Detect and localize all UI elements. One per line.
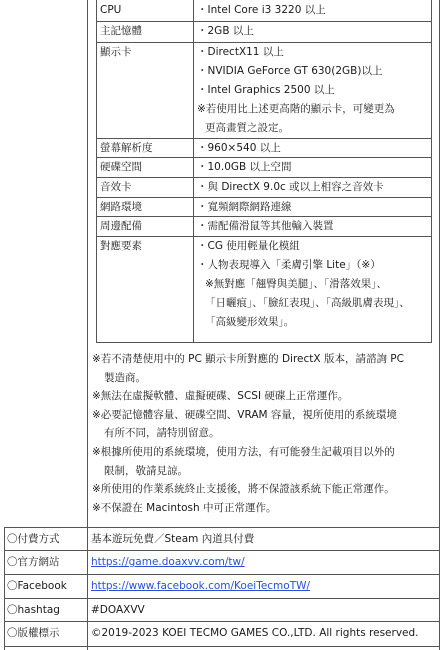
spec-label: 音效卡 <box>100 181 132 193</box>
info-row-divider <box>4 550 440 551</box>
note-line: ※無法在虛擬軟體、虛擬硬碟、SCSI 硬碟上正常運作。 <box>92 390 349 403</box>
spec-row-divider <box>96 236 432 237</box>
spec-value: 更高畫質之設定。 <box>205 122 289 134</box>
note-line: 限制，敬請見諒。 <box>104 464 188 477</box>
spec-value: ・NVIDIA GeForce GT 630(2GB)以上 <box>197 65 383 77</box>
spec-row-divider <box>96 177 432 178</box>
info-column-divider <box>87 527 88 650</box>
spec-value: ・10.0GB 以上空間 <box>197 161 292 173</box>
info-row-divider <box>4 527 440 528</box>
spec-value: ・2GB 以上 <box>197 25 254 37</box>
info-outer-left-border <box>4 527 5 650</box>
info-row-divider <box>4 621 440 622</box>
info-link[interactable]: https://game.doaxvv.com/tw/ <box>91 556 245 568</box>
info-row-divider <box>4 646 440 647</box>
spec-row-divider <box>96 138 432 139</box>
info-value: 基本遊玩免費／Steam 內道具付費 <box>91 533 255 545</box>
spec-row-divider <box>96 342 432 343</box>
note-line: ※所使用的作業系統終止支援後，將不保證該系統下能正常運作。 <box>92 483 395 496</box>
spec-value: ・Intel Graphics 2500 以上 <box>197 84 335 96</box>
info-row-divider <box>4 598 440 599</box>
info-label: 〇hashtag <box>7 604 60 616</box>
note-line: ※若不清楚使用中的 PC 顯示卡所對應的 DirectX 版本，請諮詢 PC <box>92 353 404 365</box>
spec-value: ・CG 使用輕量化模組 <box>197 240 300 252</box>
spec-value: ・寬頻網際網路連線 <box>197 201 292 213</box>
spec-inner-right-border <box>431 0 432 342</box>
note-line: 製造商。 <box>104 371 146 384</box>
spec-label: 主記憶體 <box>100 25 142 37</box>
spec-label: 網路環境 <box>100 201 142 213</box>
spec-row-divider <box>96 21 432 22</box>
spec-row-divider <box>96 42 432 43</box>
info-label: 〇版權標示 <box>7 627 60 639</box>
info-label: 〇付費方式 <box>7 533 60 545</box>
spec-row-divider <box>96 157 432 158</box>
spec-outer-left-border <box>87 0 88 527</box>
spec-row-divider <box>96 197 432 198</box>
note-line: ※根據所使用的系統環境，使用方法，有可能發生記載項目以外的 <box>92 446 395 458</box>
info-label: 〇Facebook <box>7 580 67 592</box>
spec-value: ・與 DirectX 9.0c 或以上相容之音效卡 <box>197 181 384 193</box>
info-value: ©2019-2023 KOEI TECMO GAMES CO.,LTD. All rights reserved. <box>91 627 419 639</box>
spec-value: ※若使用比上述更高階的顯示卡，可變更為 <box>197 103 395 115</box>
spec-value: ※無對應「翹臀與美腿」、「滑落效果」、 <box>205 278 388 290</box>
note-line: ※必要記憶體容量、硬碟空間、VRAM 容量，視所使用的系統環境 <box>92 408 397 421</box>
spec-column-divider <box>193 0 194 342</box>
note-line: ※不保證在 Macintosh 中可正常運作。 <box>92 501 277 514</box>
spec-value: 「高級變形效果」。 <box>205 316 295 328</box>
spec-value: ・960×540 以上 <box>197 142 281 154</box>
info-link[interactable]: https://www.facebook.com/KoeiTecmoTW/ <box>91 580 311 592</box>
info-label: 〇官方網站 <box>7 556 60 568</box>
spec-label: 周邊配備 <box>100 220 142 232</box>
spec-row-divider <box>96 216 432 217</box>
outer-right-border <box>439 0 440 650</box>
spec-value: ・Intel Core i3 3220 以上 <box>197 4 326 16</box>
spec-inner-left-border <box>96 0 97 342</box>
spec-label: 螢幕解析度 <box>100 142 153 154</box>
info-value: #DOAXVV <box>91 604 145 616</box>
spec-label: CPU <box>100 4 122 16</box>
spec-value: ・需配備滑鼠等其他輸入裝置 <box>197 220 334 232</box>
note-line: 有所不同，請特別留意。 <box>104 427 220 440</box>
spec-label: 硬碟空間 <box>100 161 142 173</box>
spec-value: ・人物表現導入「柔膚引擎 Lite」（※） <box>197 259 381 271</box>
spec-label: 對應要素 <box>100 240 142 252</box>
spec-label: 顯示卡 <box>100 46 132 58</box>
spec-value: 「日曬痕」、「臉紅表現」、「高級肌膚表現」、 <box>205 297 410 309</box>
info-row-divider <box>4 574 440 575</box>
spec-value: ・DirectX11 以上 <box>197 46 284 58</box>
